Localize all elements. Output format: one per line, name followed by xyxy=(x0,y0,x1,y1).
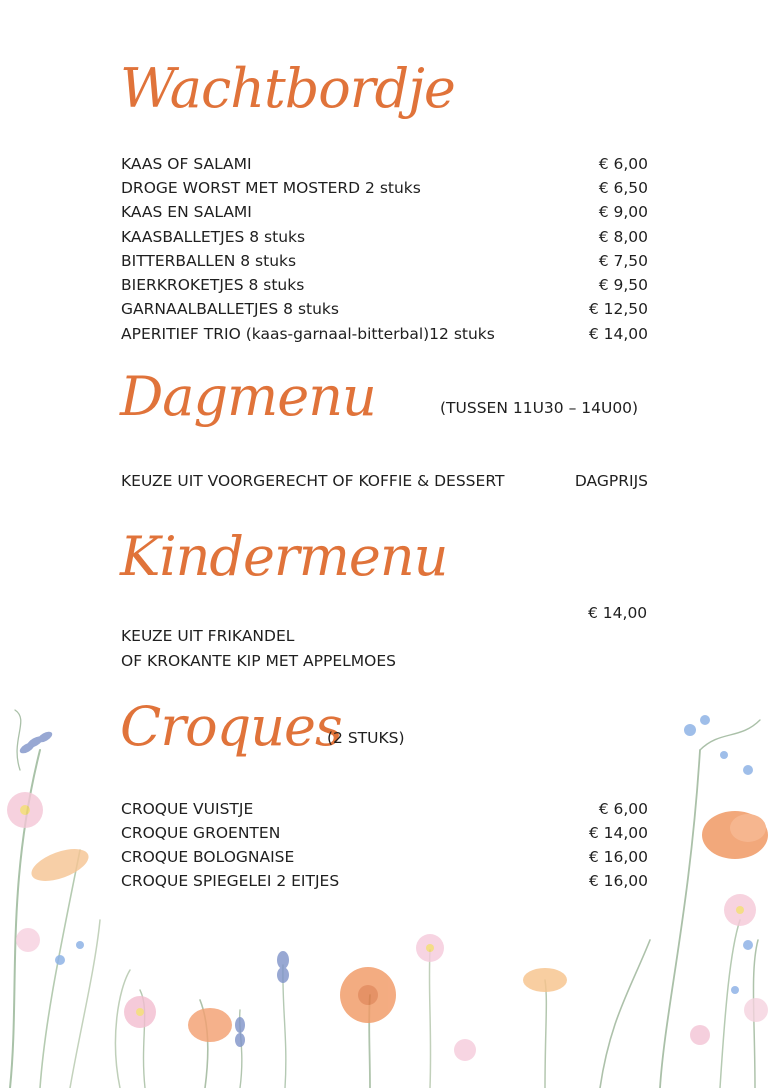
item-name: KAAS OF SALAMI xyxy=(121,155,252,173)
menu-item xyxy=(121,200,648,224)
item-price: € 6,00 xyxy=(598,155,648,173)
item-price: € 16,00 xyxy=(588,848,648,866)
item-name: APERITIEF TRIO (kaas-garnaal-bitterbal)12 stuks xyxy=(121,325,495,343)
wildflower-decoration xyxy=(0,690,768,1088)
kindermenu-price: € 14,00 xyxy=(588,604,648,622)
dagmenu-hours-note: (TUSSEN 11U30 – 14U00) xyxy=(440,399,639,417)
item-price: DAGPRIJS xyxy=(574,472,648,490)
section-title-croques: Croques xyxy=(120,695,342,758)
item-name: CROQUE VUISTJE xyxy=(121,800,254,818)
item-name: BITTERBALLEN 8 stuks xyxy=(121,252,297,270)
menu-item xyxy=(121,469,648,493)
section-title-dagmenu: Dagmenu xyxy=(120,365,376,428)
menu-item xyxy=(121,297,648,321)
kindermenu-line-2: OF KROKANTE KIP MET APPELMOES xyxy=(121,652,396,670)
item-price: € 9,00 xyxy=(598,203,648,221)
item-price: € 9,50 xyxy=(598,276,648,294)
item-price: € 6,50 xyxy=(598,179,648,197)
kindermenu-line-1: KEUZE UIT FRIKANDEL xyxy=(121,627,295,645)
item-name: DROGE WORST MET MOSTERD 2 stuks xyxy=(121,179,421,197)
croques-quantity-note: (2 STUKS) xyxy=(327,729,405,747)
section-title-wachtbordje: Wachtbordje xyxy=(120,57,455,120)
menu-item xyxy=(121,249,648,273)
item-name: BIERKROKETJES 8 stuks xyxy=(121,276,305,294)
item-name: GARNAALBALLETJES 8 stuks xyxy=(121,300,339,318)
item-name: KAAS EN SALAMI xyxy=(121,203,252,221)
menu-item xyxy=(121,273,648,297)
menu-item xyxy=(121,225,648,249)
item-price: € 14,00 xyxy=(588,325,648,343)
item-name: KEUZE UIT VOORGERECHT OF KOFFIE & DESSERT xyxy=(121,472,505,490)
menu-item xyxy=(121,322,648,346)
item-name: KAASBALLETJES 8 stuks xyxy=(121,228,306,246)
item-name: CROQUE SPIEGELEI 2 EITJES xyxy=(121,872,340,890)
item-name: CROQUE BOLOGNAISE xyxy=(121,848,295,866)
item-name: CROQUE GROENTEN xyxy=(121,824,281,842)
item-price: € 7,50 xyxy=(598,252,648,270)
menu-item xyxy=(121,176,648,200)
item-price: € 14,00 xyxy=(588,824,648,842)
item-price: € 6,00 xyxy=(598,800,648,818)
menu-item xyxy=(121,152,648,176)
section-title-kindermenu: Kindermenu xyxy=(120,525,448,588)
item-price: € 8,00 xyxy=(598,228,648,246)
item-price: € 12,50 xyxy=(588,300,648,318)
item-price: € 16,00 xyxy=(588,872,648,890)
